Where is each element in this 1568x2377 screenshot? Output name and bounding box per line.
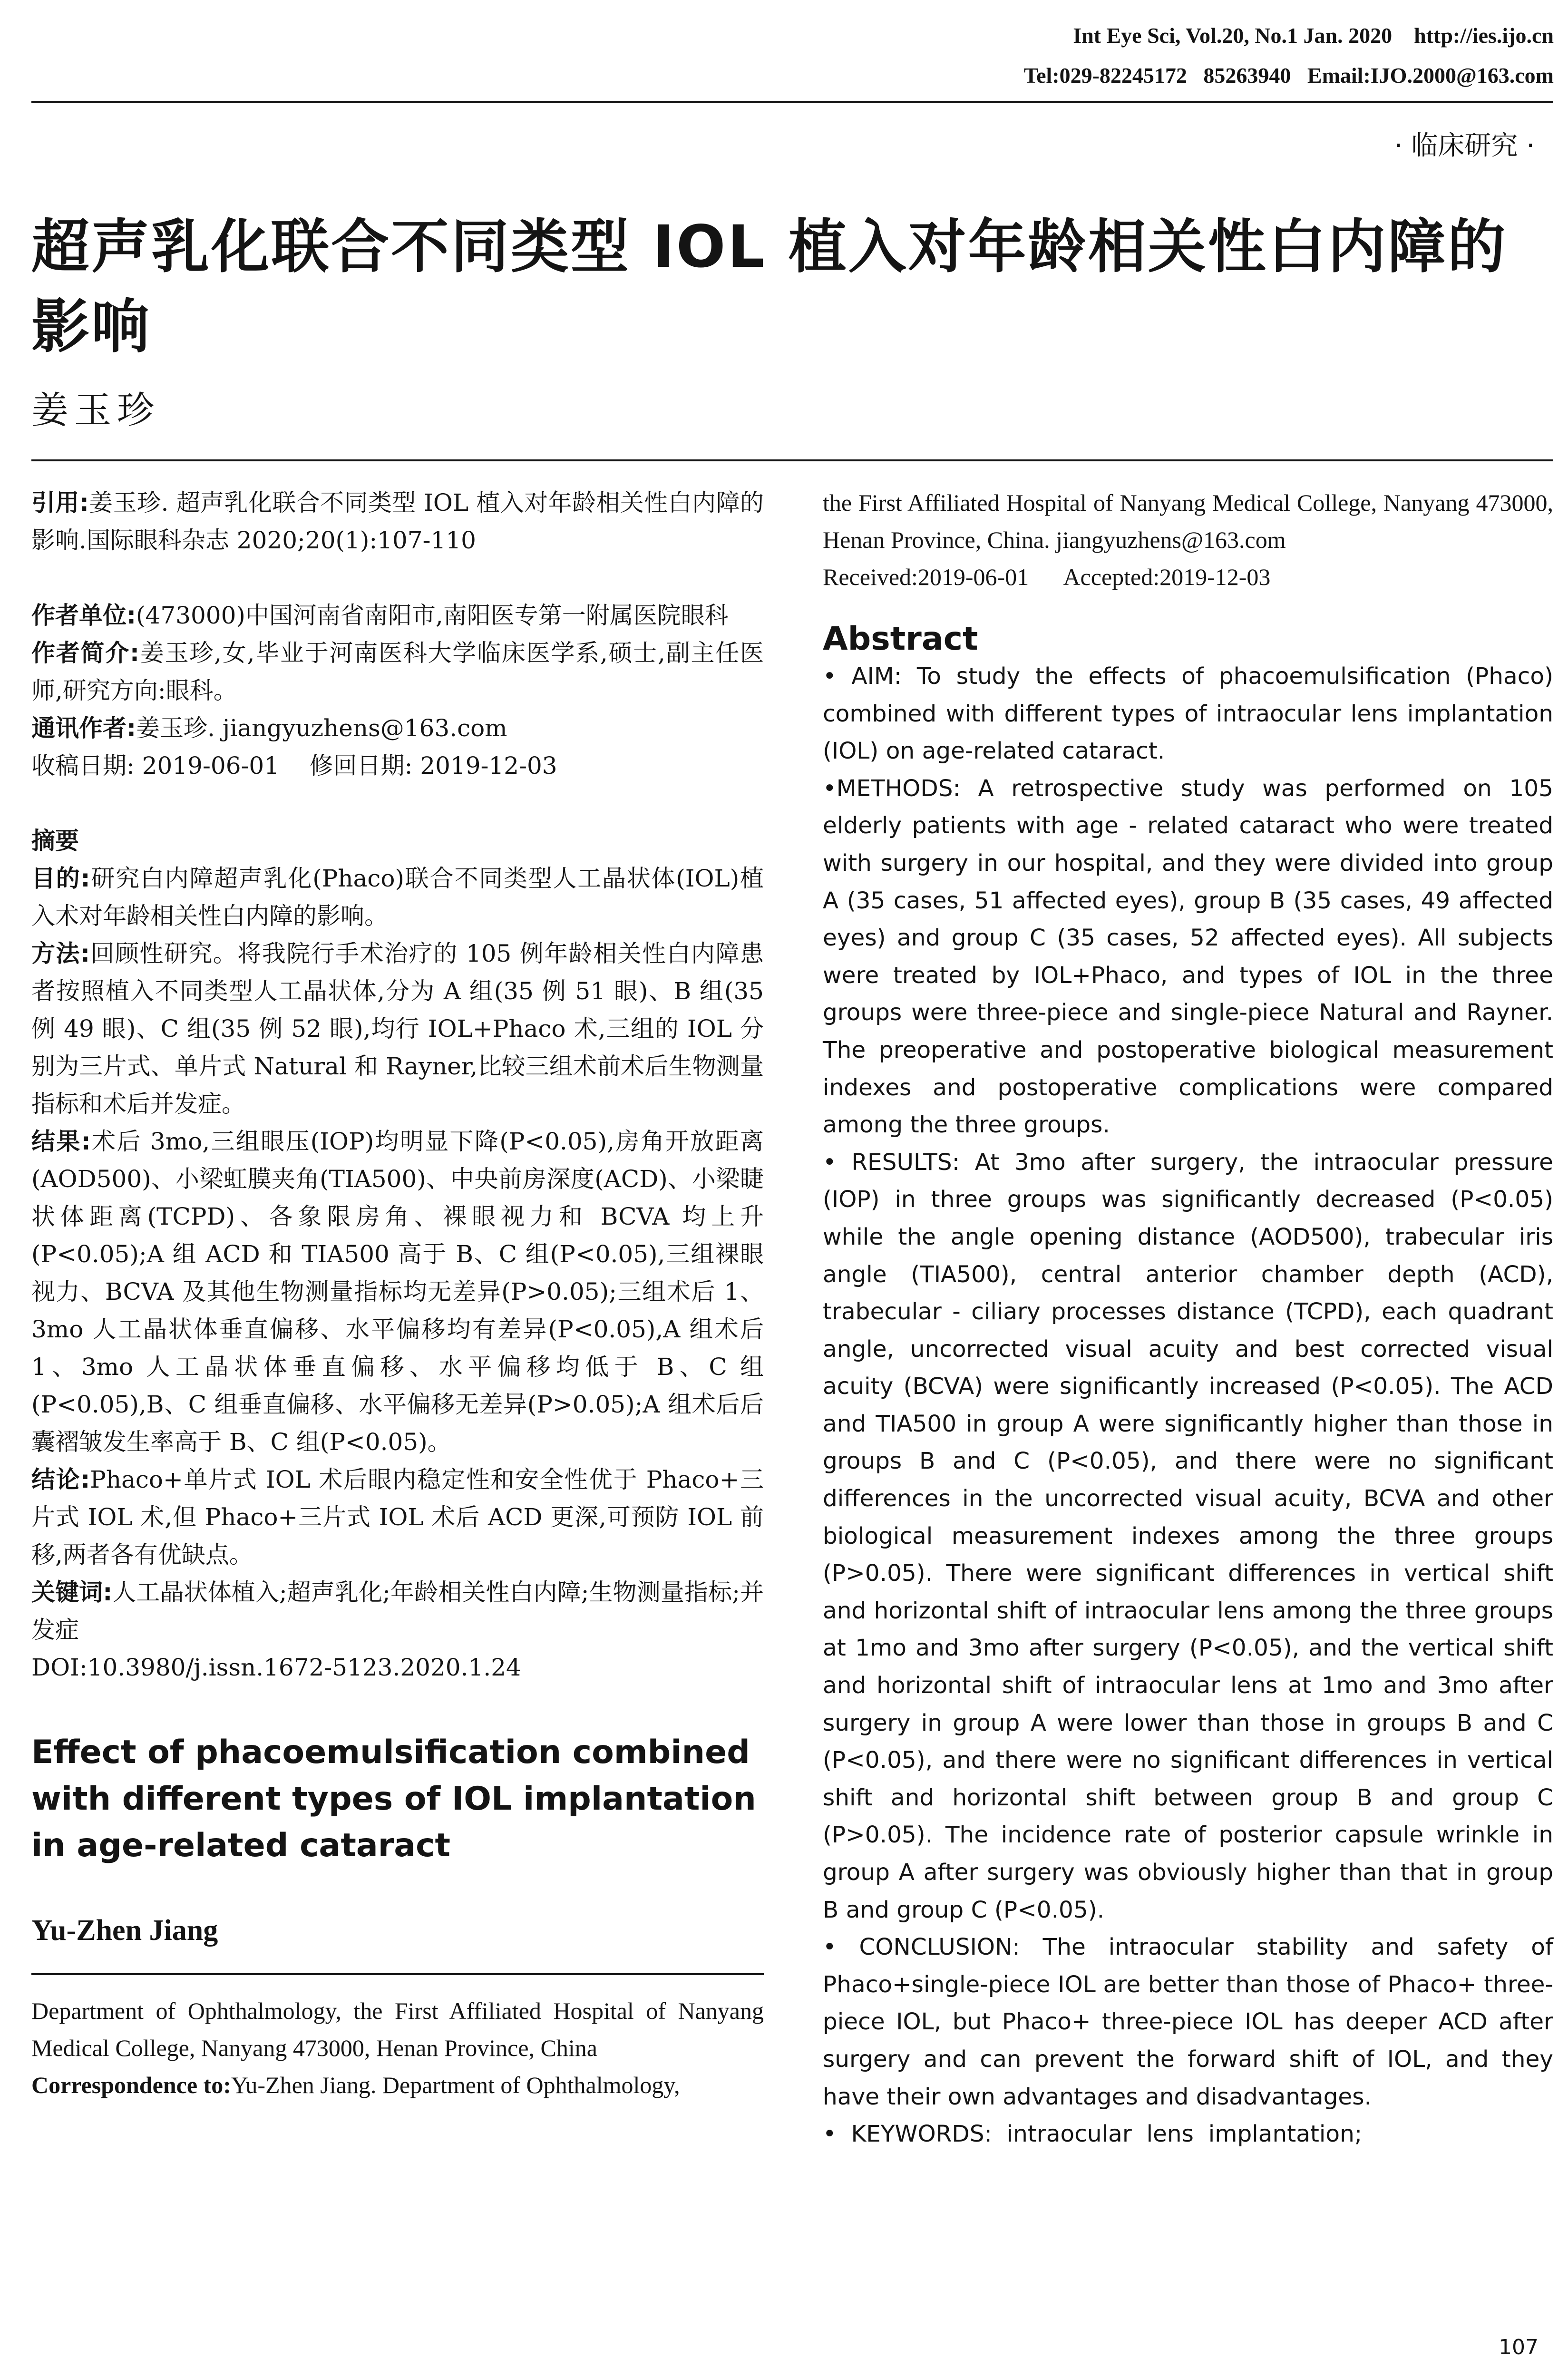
author-unit-label: 作者单位: bbox=[31, 602, 136, 629]
received-dates: 收稿日期: 2019-06-01 修回日期: 2019-12-03 bbox=[31, 752, 557, 779]
abstract-results-cn bbox=[31, 1123, 764, 1461]
article-author: 姜玉珍 bbox=[31, 389, 160, 432]
journal-header-line2: Tel:029-82245172 85263940 Email:IJO.2000@163.com bbox=[1023, 63, 1554, 88]
keywords-en: • KEYWORDS: intraocular lens implantation; bbox=[823, 2121, 1363, 2148]
author-bio bbox=[31, 634, 764, 710]
journal-header-line1: Int Eye Sci, Vol.20, No.1 Jan. 2020 http://ies.ijo.cn bbox=[1073, 23, 1554, 48]
citation bbox=[31, 484, 764, 559]
results-label: 结果: bbox=[31, 1128, 91, 1155]
abstract-aim-en: • AIM: To study the effects of phacoemulsification (Phaco) combined with different types of intraocular lens implantation (IOL) on age-related cataract. bbox=[823, 663, 1553, 765]
page-number: 107 bbox=[1499, 2335, 1539, 2359]
abstract-heading-en: Abstract bbox=[823, 620, 978, 658]
correspondence-en-text: Yu-Zhen Jiang. Department of Ophthalmology, bbox=[231, 2072, 680, 2098]
author-unit-text: (473000)中国河南省南阳市,南阳医专第一附属医院眼科 bbox=[136, 602, 729, 629]
citation-text: 姜玉珍. 超声乳化联合不同类型 IOL 植入对年龄相关性白内障的影响.国际眼科杂志 2020;20(1):107-110 bbox=[31, 489, 764, 554]
header-rule bbox=[31, 101, 1553, 103]
correspondence-en bbox=[31, 2066, 764, 2104]
abstract-methods-en: •METHODS: A retrospective study was performed on 105 elderly patients with age - related cataract who were treated with surgery in our hospital, and they were divided into group A (35 cases, 51 affected eyes), group B (35 cases, 49 affected eyes) and group C (35 cases, 52 affected eyes). All subjects were treated by IOL+Phaco, and types of IOL in the three groups were three-piece and single-piece Natural and Rayner. The preoperative and postoperative biological measurement indexes and postoperative complications were compared among the three groups. bbox=[823, 775, 1553, 1139]
results-text: 术后 3mo,三组眼压(IOP)均明显下降(P<0.05),房角开放距离(AOD500)、小梁虹膜夹角(TIA500)、中央前房深度(ACD)、小梁睫状体距离(TCPD)、各象限房角、裸眼视力和 BCVA 均上升(P<0.05);A 组 ACD 和 TIA500 高于 B、C 组(P<0.05),三组裸眼视力、BCVA 及其他生物测量指标均无差异(P>0.05);三组术后 1、3mo 人工晶状体垂直偏移、水平偏移均有差异(P<0.05),A 组术后 1、3mo 人工晶状体垂直偏移、水平偏移均低于 B、C 组(P<0.05),B、C 组垂直偏移、水平偏移无差异(P>0.05);A 组术后后囊褶皱发生率高于 B、C 组(P<0.05)。 bbox=[31, 1128, 764, 1456]
aim-text: 研究白内障超声乳化(Phaco)联合不同类型人工晶状体(IOL)植入术对年龄相关性白内障的影响。 bbox=[31, 865, 764, 930]
right-column bbox=[823, 484, 1553, 2153]
conclusion-text: Phaco+单片式 IOL 术后眼内稳定性和安全性优于 Phaco+三片式 IOL 术,但 Phaco+三片式 IOL 术后 ACD 更深,可预防 IOL 前移,两者各有优缺点。 bbox=[31, 1466, 764, 1568]
corresponding-author-text: 姜玉珍. jiangyuzhens@163.com bbox=[136, 714, 507, 742]
author-bio-label: 作者简介: bbox=[31, 639, 140, 667]
keywords-label: 关键词: bbox=[31, 1578, 113, 1606]
abstract-conclusion-cn bbox=[31, 1461, 764, 1574]
abstract-results-en: • RESULTS: At 3mo after surgery, the intraocular pressure (IOP) in three groups was significantly decreased (P<0.05) while the angle opening distance (AOD500), trabecular iris angle (TIA500), central anterior chamber depth (ACD), trabecular - ciliary processes distance (TCPD), each quadrant angle, uncorrected visual acuity and best corrected visual acuity (BCVA) were significantly increased (P<0.05). The ACD and TIA500 in group A were significantly higher than those in groups B and C (P<0.05), and there were no significant differences in the uncorrected visual acuity, BCVA and other biological measurement indexes among the three groups (P>0.05). There were significant differences in vertical shift and horizontal shift of intraocular lens among the three groups at 1mo and 3mo after surgery (P<0.05), and the vertical shift and horizontal shift of intraocular lens at 1mo and 3mo after surgery in group A were lower than those in groups B and C (P<0.05), and there were no significant differences in vertical shift and horizontal shift between group B and group C (P>0.05). The incidence rate of posterior capsule wrinkle in group A after surgery was obviously higher than that in group B and group C (P<0.05). bbox=[823, 1149, 1553, 1923]
abstract-aim-cn bbox=[31, 860, 764, 935]
methods-label: 方法: bbox=[31, 940, 90, 967]
article-title: 超声乳化联合不同类型 IOL 植入对年龄相关性白内障的影响 bbox=[31, 213, 1508, 360]
left-column bbox=[31, 484, 764, 2104]
abstract-conclusion-en: • CONCLUSION: The intraocular stability and safety of Phaco+single-piece IOL are better than those of Phaco+ three-piece IOL, but Phaco+ three-piece IOL has deeper ACD after surgery and can prevent the forward shift of IOL, and they have their own advantages and disadvantages. bbox=[823, 1934, 1553, 2110]
corresponding-author-label: 通讯作者: bbox=[31, 714, 136, 742]
affiliation-continued: the First Affiliated Hospital of Nanyang Medical College, Nanyang 473000, Henan Province, China. jiangyuzhens@163.com bbox=[823, 489, 1553, 553]
doi: DOI:10.3980/j.issn.1672-5123.2020.1.24 bbox=[31, 1654, 521, 1681]
author-bio-text: 姜玉珍,女,毕业于河南医科大学临床医学系,硕士,副主任医师,研究方向:眼科。 bbox=[31, 639, 764, 704]
title-rule bbox=[31, 459, 1553, 461]
section-tag: · 临床研究 · bbox=[1394, 130, 1535, 161]
aim-label: 目的: bbox=[31, 865, 90, 892]
english-title: Effect of phacoemulsification combined with different types of IOL implantation in age-related cataract bbox=[31, 1734, 756, 1864]
correspondence-en-label: Correspondence to: bbox=[31, 2072, 231, 2098]
keywords-cn bbox=[31, 1574, 764, 1649]
keywords-text: 人工晶状体植入;超声乳化;年龄相关性白内障;生物测量指标;并发症 bbox=[31, 1578, 764, 1644]
methods-text: 回顾性研究。将我院行手术治疗的 105 例年龄相关性白内障患者按照植入不同类型人工晶状体,分为 A 组(35 例 51 眼)、B 组(35 例 49 眼)、C 组(35 例 52 眼),均行 IOL+Phaco 术,三组的 IOL 分别为三片式、单片式 Natural 和 Rayner,比较三组术前术后生物测量指标和术后并发症。 bbox=[31, 940, 764, 1118]
author-unit bbox=[31, 597, 764, 634]
conclusion-label: 结论: bbox=[31, 1466, 90, 1493]
received-accepted: Received:2019-06-01 Accepted:2019-12-03 bbox=[823, 564, 1271, 590]
abstract-methods-cn bbox=[31, 935, 764, 1123]
abstract-heading-cn: 摘要 bbox=[31, 827, 79, 855]
english-author: Yu-Zhen Jiang bbox=[31, 1914, 218, 1947]
corresponding-author bbox=[31, 710, 764, 747]
english-affiliation: Department of Ophthalmology, the First Affiliated Hospital of Nanyang Medical College, Nanyang 473000, Henan Province, China bbox=[31, 1997, 764, 2061]
citation-label: 引用: bbox=[31, 489, 89, 516]
